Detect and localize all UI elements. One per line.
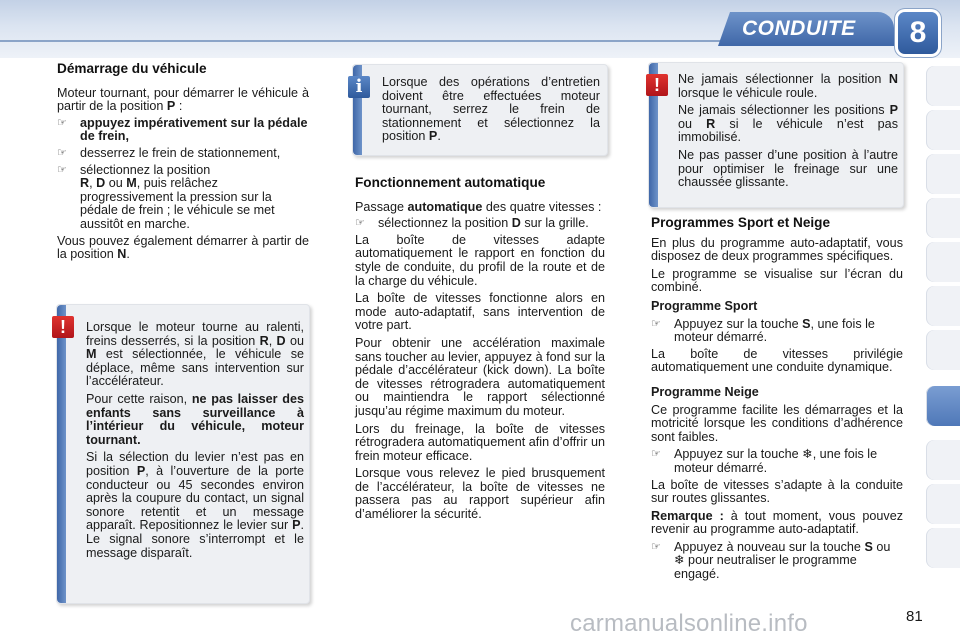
automatic-paragraph: Lorsque vous relevez le pied brusquement de l’accélérateur, la boîte de vitesses ne passera pas au rapport supérieur afin d’améliorer la sécurité. bbox=[355, 466, 605, 522]
automatic-paragraph: La boîte de vitesses adapte automatiquement le rapport en fonction du style de conduite, du profil de la route et de la charge du véhicule. bbox=[355, 232, 605, 288]
section-title-programs: Programmes Sport et Neige bbox=[651, 215, 831, 230]
chapter-side-tab[interactable] bbox=[926, 242, 960, 282]
pointer-icon: ☞ bbox=[651, 540, 661, 553]
programs-paragraph: Le programme se visualise sur l’écran du combiné. bbox=[651, 266, 903, 295]
chapter-side-tab[interactable] bbox=[926, 154, 960, 194]
snow-paragraph: La boîte de vitesses s’adapte à la conduite sur routes glissantes. bbox=[651, 477, 903, 506]
info-box-text: Lorsque des opérations d’entretien doivent être effectuées moteur tournant, serrez le frein de stationnement et sélectionnez la position P. bbox=[382, 75, 600, 144]
chapter-side-tab[interactable] bbox=[926, 484, 960, 524]
warning-box-selector-text bbox=[678, 73, 898, 190]
column-start-vehicle bbox=[57, 62, 309, 262]
snow-paragraph: Ce programme facilite les démarrages et la motricité lorsque les conditions d’adhérence sont faibles. bbox=[651, 402, 903, 444]
pointer-icon: ☞ bbox=[57, 116, 67, 129]
list-item: ☞ Appuyez à nouveau sur la touche S ou ❄ pour neutraliser le programme engagé. bbox=[651, 539, 891, 582]
chapter-side-tab[interactable] bbox=[926, 528, 960, 568]
pointer-icon: ☞ bbox=[355, 217, 365, 230]
warning-icon: ! bbox=[52, 316, 74, 338]
snowflake-icon: ❄ bbox=[674, 553, 685, 568]
chapter-side-tab[interactable] bbox=[926, 440, 960, 480]
sport-paragraph: La boîte de vitesses privilégie automatiquement une conduite dynamique. bbox=[651, 346, 903, 375]
pointer-icon: ☞ bbox=[651, 448, 661, 461]
warning-paragraph: Ne jamais sélectionner la position N lorsque le véhicule roule. bbox=[678, 72, 898, 100]
chapter-number-badge: 8 bbox=[898, 12, 938, 54]
page-number: 81 bbox=[906, 608, 923, 625]
automatic-intro: Passage automatique des quatre vitesses : bbox=[355, 199, 602, 214]
snowflake-icon: ❄ bbox=[802, 447, 813, 462]
list-item: ☞ Appuyez sur la touche S, une fois le moteur démarré. bbox=[651, 316, 875, 345]
snow-title: Programme Neige bbox=[651, 384, 759, 399]
chapter-side-tab[interactable] bbox=[926, 110, 960, 150]
warning-paragraph: Lorsque le moteur tourne au ralenti, freins desserrés, si la position R, D ou M est sélectionnée, le véhicule se déplace, même sans intervention sur l’accélérateur. bbox=[86, 320, 305, 389]
list-item: ☞ Appuyez sur la touche ❄, une fois le moteur démarré. bbox=[651, 447, 878, 475]
automatic-paragraph: La boîte de vitesses fonctionne alors en mode auto-adaptatif, sans intervention de votre part. bbox=[355, 291, 605, 333]
automatic-paragraph: Lors du freinage, la boîte de vitesses rétrogradera automatiquement afin d’offrir un frein moteur efficace. bbox=[355, 421, 605, 463]
warning-box-children-text bbox=[86, 321, 304, 560]
warning-paragraph: Si la sélection du levier n’est pas en position P, à l’ouverture de la porte conducteur ou 45 secondes environ après la coupure du contact, un signal sonore retentit et un message apparaît. Repositionnez le levier sur P. Le signal sonore s’interrompt et le message disparaît. bbox=[86, 450, 304, 560]
pointer-icon: ☞ bbox=[57, 163, 67, 176]
list-item: ☞ sélectionnez la position D sur la grille. bbox=[355, 216, 589, 231]
programs-paragraph: En plus du programme auto-adaptatif, vous disposez de deux programmes spécifiques. bbox=[651, 235, 903, 264]
sport-title: Programme Sport bbox=[651, 298, 758, 313]
chapter-side-tab[interactable] bbox=[926, 286, 960, 326]
pointer-icon: ☞ bbox=[651, 317, 661, 330]
start-intro: Moteur tournant, pour démarrer le véhicule à partir de la position P : bbox=[57, 85, 309, 114]
watermark: carmanualsonline.info bbox=[570, 610, 808, 637]
warning-paragraph: Ne pas passer d’une position à l’autre pour optimiser le freinage sur une chaussée glissante. bbox=[678, 147, 898, 190]
chapter-side-tab[interactable] bbox=[926, 330, 960, 370]
chapter-side-tab[interactable] bbox=[926, 66, 960, 106]
pointer-icon: ☞ bbox=[57, 146, 67, 159]
list-item: ☞ appuyez impérativement sur la pédale de frein, bbox=[57, 115, 308, 144]
remark-paragraph: Remarque : à tout moment, vous pouvez revenir au programme auto-adaptatif. bbox=[651, 508, 903, 537]
automatic-paragraph: Pour obtenir une accélération maximale sans toucher au levier, appuyez à fond sur la pédale d’accélérateur (kick down). La boîte de vitesses rétrogradera automatiquement ou maintiendra le rapport sélectionné jusqu’au régime maximum du moteur. bbox=[355, 335, 605, 418]
chapter-side-tab[interactable] bbox=[926, 198, 960, 238]
info-icon: i bbox=[348, 76, 370, 98]
warning-paragraph: Pour cette raison, ne pas laisser des enfants sans surveillance à l’intérieur du véhicule, moteur tournant. bbox=[86, 391, 304, 447]
start-outro: Vous pouvez également démarrer à partir de la position N. bbox=[57, 233, 309, 262]
column-automatic bbox=[355, 176, 605, 522]
chapter-side-tab-active[interactable] bbox=[926, 386, 960, 426]
section-title-automatic: Fonctionnement automatique bbox=[355, 175, 546, 190]
warning-icon: ! bbox=[646, 74, 668, 96]
chapter-title: CONDUITE bbox=[742, 17, 856, 40]
warning-paragraph: Ne jamais sélectionner les positions P ou R si le véhicule n’est pas immobilisé. bbox=[678, 103, 898, 145]
list-item: ☞ desserrez le frein de stationnement, bbox=[57, 145, 281, 160]
list-item: ☞ sélectionnez la position R, D ou M, puis relâchez progressivement la pression sur la pédale de frein ; le véhicule se met aussitôt en marche. bbox=[57, 162, 275, 231]
column-programs bbox=[651, 216, 903, 582]
section-title-start: Démarrage du véhicule bbox=[57, 61, 207, 76]
